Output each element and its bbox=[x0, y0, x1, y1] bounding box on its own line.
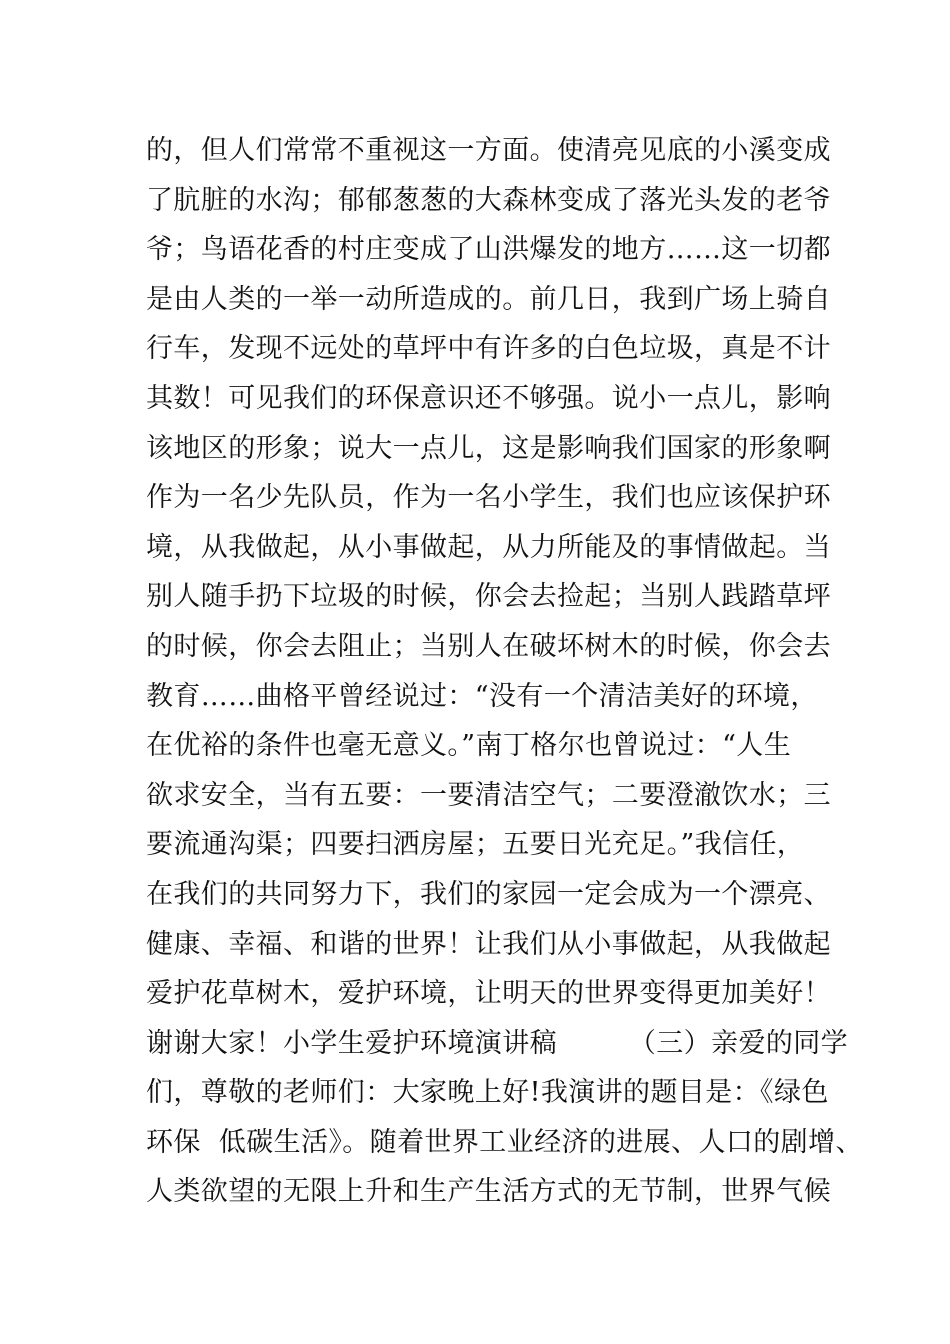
text-line: 环保 低碳生活》。随着世界工业经济的进展、人口的剧增、 bbox=[146, 1126, 863, 1158]
text-line: 其数！可见我们的环保意识还不够强。说小一点儿，影响 bbox=[146, 382, 831, 414]
text-line: 的时候，你会去阻止；当别人在破坏树木的时候，你会去 bbox=[146, 630, 831, 662]
text-line: 了肮脏的水沟；郁郁葱葱的大森林变成了落光头发的老爷 bbox=[146, 184, 831, 216]
text-line: 在优裕的条件也毫无意义。”南丁格尔也曾说过：“人生 bbox=[146, 730, 792, 762]
text-line: 健康、幸福、和谐的世界！让我们从小事做起，从我做起 bbox=[146, 928, 831, 960]
text-line: 人类欲望的无限上升和生产生活方式的无节制，世界气候 bbox=[146, 1176, 831, 1208]
text-line: 作为一名少先队员，作为一名小学生，我们也应该保护环 bbox=[146, 482, 831, 514]
text-line: 教育……曲格平曾经说过：“没有一个清洁美好的环境， bbox=[146, 680, 818, 712]
text-line: 在我们的共同努力下，我们的家园一定会成为一个漂亮、 bbox=[146, 878, 831, 910]
text-line: 欲求安全，当有五要：一要清洁空气；二要澄澈饮水；三 bbox=[146, 779, 831, 811]
text-line: 行车，发现不远处的草坪中有许多的白色垃圾，真是不计 bbox=[146, 333, 831, 365]
text-line: 的，但人们常常不重视这一方面。使清亮见底的小溪变成 bbox=[146, 135, 831, 166]
text-line: 别人随手扔下垃圾的时候，你会去捡起；当别人践踏草坪 bbox=[146, 581, 831, 613]
text-line: 要流通沟渠；四要扫洒房屋；五要日光充足。”我信任， bbox=[146, 829, 805, 861]
text-line: 境，从我做起，从小事做起，从力所能及的事情做起。当 bbox=[146, 531, 831, 563]
text-line: 爷；鸟语花香的村庄变成了山洪爆发的地方……这一切都 bbox=[146, 234, 831, 266]
text-line: 爱护花草树木，爱护环境，让明天的世界变得更加美好！ bbox=[146, 978, 831, 1010]
text-line: 该地区的形象；说大一点儿，这是影响我们国家的形象啊 bbox=[146, 432, 831, 464]
text-line: 们，尊敬的老师们：大家晚上好!我演讲的题目是：《绿色 bbox=[146, 1077, 829, 1109]
text-line: 谢谢大家！小学生爱护环境演讲稿 （三）亲爱的同学 bbox=[146, 1027, 849, 1059]
text-line: 是由人类的一举一动所造成的。前几日，我到广场上骑自 bbox=[146, 283, 831, 315]
body-text bbox=[146, 126, 863, 1217]
